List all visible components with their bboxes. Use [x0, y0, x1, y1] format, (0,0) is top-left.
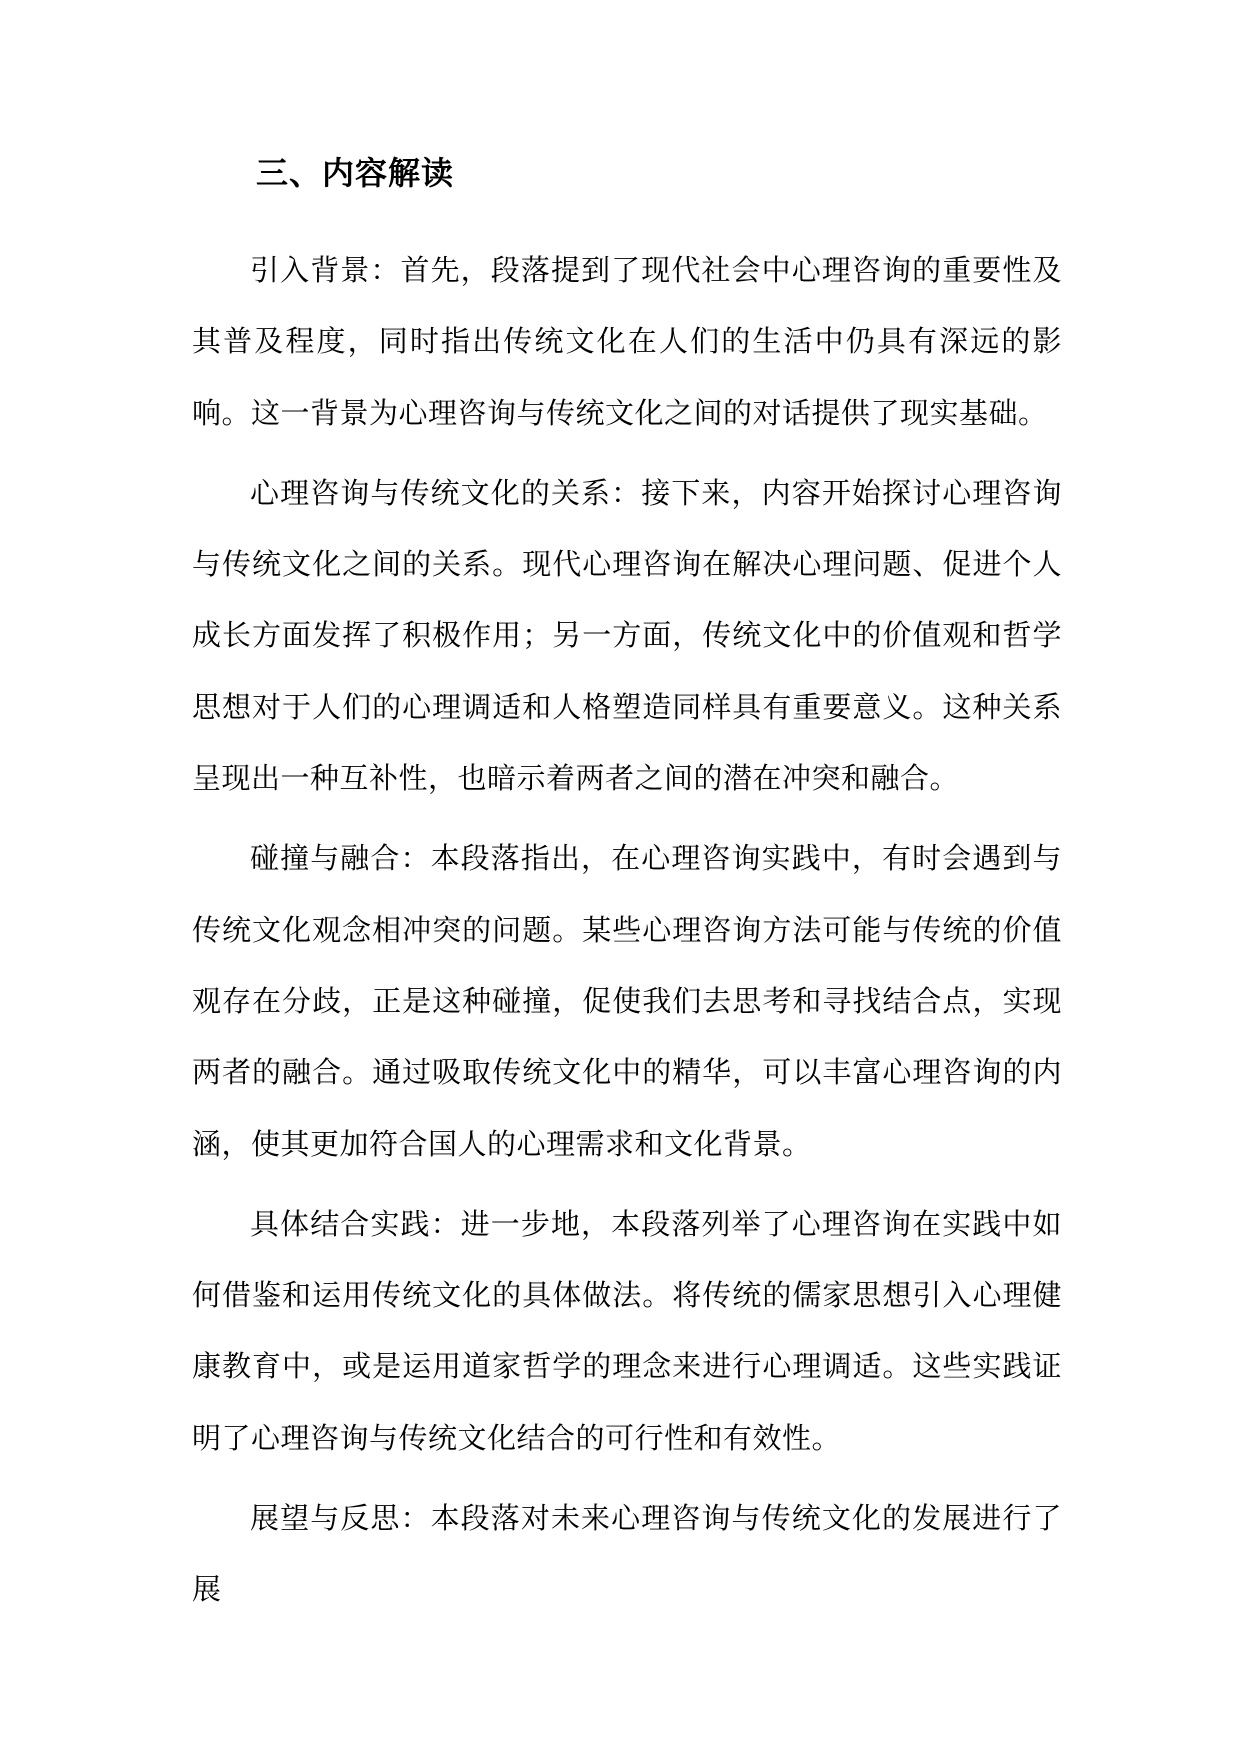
section-heading: 三、内容解读: [256, 154, 455, 192]
paragraph-collision-fusion: 碰撞与融合：本段落指出，在心理咨询实践中，有时会遇到与传统文化观念相冲突的问题。某些心理咨询方法可能与传统的价值观存在分歧，正是这种碰撞，促使我们去思考和寻找结合点，实现两者的融合。通过吸取传统文化中的精华，可以丰富心理咨询的内涵，使其更加符合国人的心理需求和文化背景。: [192, 841, 1062, 1161]
paragraph-background: 引入背景：首先，段落提到了现代社会中心理咨询的重要性及其普及程度，同时指出传统文化在人们的生活中仍具有深远的影响。这一背景为心理咨询与传统文化之间的对话提供了现实基础。: [192, 253, 1062, 430]
paragraph-practice: 具体结合实践：进一步地，本段落列举了心理咨询在实践中如何借鉴和运用传统文化的具体做法。将传统的儒家思想引入心理健康教育中，或是运用道家哲学的理念来进行心理调适。这些实践证明了心理咨询与传统文化结合的可行性和有效性。: [192, 1206, 1062, 1455]
paragraph-relationship: 心理咨询与传统文化的关系：接下来，内容开始探讨心理咨询与传统文化之间的关系。现代心理咨询在解决心理问题、促进个人成长方面发挥了积极作用；另一方面，传统文化中的价值观和哲学思想对于人们的心理调适和人格塑造同样具有重要意义。这种关系呈现出一种互补性，也暗示着两者之间的潜在冲突和融合。: [192, 475, 1062, 796]
document-body: [192, 235, 1062, 1635]
paragraph-outlook: 展望与反思：本段落对未来心理咨询与传统文化的发展进行了展: [192, 1501, 1062, 1607]
